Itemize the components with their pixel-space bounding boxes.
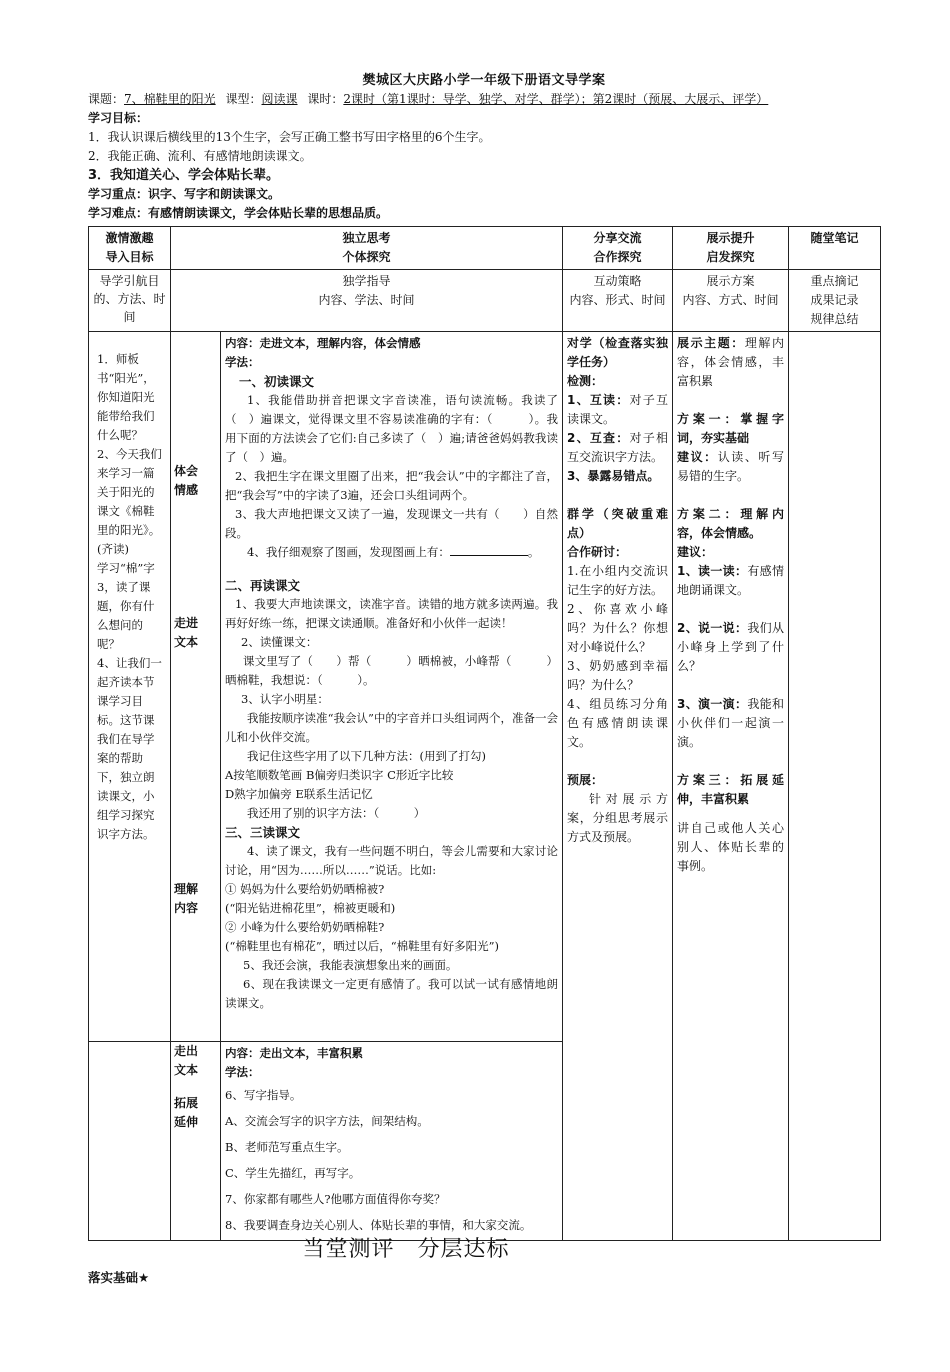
assessment-subtitle: 落实基础★ xyxy=(88,1270,150,1285)
table-subheader-row xyxy=(89,270,881,332)
presentation-cell: 展示主题：理解内容，体会情感，丰富积累 方案一：掌握字词，夯实基础 建议：认读、听写易错的生字。 方案二：理解内容，体会情感。 建议： 1、读一读：有感情地朗诵课文。 2、说一说：我们从小峰身上学到了什么？ 3、演一演：我能和小伙伴们一起演一演。 方案三：拓展延伸，丰富积累 讲自己或他人关心别人、体贴长辈的事例。 xyxy=(673,332,789,1241)
table-header-row xyxy=(89,227,881,270)
table-row-main xyxy=(89,332,881,1042)
lesson-plan-table xyxy=(88,226,881,1241)
subheader-cell: 展示方案 内容、方式、时间 xyxy=(673,270,789,332)
header-cell: 展示提升 启发探究 xyxy=(673,227,789,270)
goal-item: 3．我知道关心、学会体贴长辈。 xyxy=(88,168,280,183)
answer-blank[interactable] xyxy=(450,543,528,556)
key-points: 学习重点：识字、写字和朗读课文。 xyxy=(88,187,281,201)
stage-cell xyxy=(171,1042,221,1241)
header-cell: 分享交流 合作探究 xyxy=(563,227,673,270)
header-cell: 随堂笔记 xyxy=(789,227,881,270)
stage-cell xyxy=(171,332,221,1042)
stage-label: 拓展 延伸 xyxy=(174,1096,199,1129)
lesson-hours: 2课时（第1课时：导学、独学、对学、群学）；第2课时（预展、大展示、评学） xyxy=(343,92,769,106)
lesson-meta: 课题：7、棉鞋里的阳光 课型：阅读课 课时：2课时（第1课时：导学、独学、对学、群学）；第2课时（预展、大展示、评学） xyxy=(88,92,769,106)
goal-item: 2．我能正确、流利、有感情地朗读课文。 xyxy=(88,149,312,163)
goal-item: 1．我认识课后横线里的13个生字，会写正确工整书写田字格里的6个生字。 xyxy=(88,130,491,144)
notes-cell[interactable] xyxy=(789,332,881,1241)
stage-label: 体会 情感 xyxy=(174,464,199,497)
document-title: 樊城区大庆路小学一年级下册语文导学案 xyxy=(362,73,606,88)
subheader-cell: 重点摘记 成果记录 规律总结 xyxy=(789,270,881,332)
intro-cell: 1．师板书“阳光”，你知道阳光能带给我们什么呢？ 2、今天我们来学习一篇关于阳光的课文《棉鞋里的阳光》。(齐读) 学习“棉”字 3，读了课题，你有什么想问的呢？ 4、让我们一起齐读本节课学习目标。这节课我们在导学案的帮助下，独立朗读课文，小组学习探究识字方法。 xyxy=(89,332,171,1042)
lesson-type: 阅读课 xyxy=(261,92,298,106)
goals-heading: 学习目标： xyxy=(88,111,149,125)
stage-label: 走进 文本 xyxy=(174,616,199,649)
subheader-cell: 独学指导 内容、学法、时间 xyxy=(171,270,563,332)
stage-label: 走出 文本 xyxy=(174,1044,199,1077)
header-cell: 激情激趣 导入目标 xyxy=(89,227,171,270)
extension-cell: 内容：走出文本，丰富积累 学法： 6、写字指导。 A、交流会写字的识字方法，间架结构。 B、老师范写重点生字。 C、学生先描红，再写字。 7、你家都有哪些人?他哪方面值得你夸奖？ 8、我要调查身边关心别人、体贴长辈的事情，和大家交流。 xyxy=(221,1042,563,1241)
page-header xyxy=(88,72,880,223)
header-cell: 独立思考 个体探究 xyxy=(171,227,563,270)
assessment-title: 当堂测评 分层达标 xyxy=(302,1237,510,1262)
subheader-cell: 互动策略 内容、形式、时间 xyxy=(563,270,673,332)
intro-cell-empty xyxy=(89,1042,171,1241)
stage-label: 理解 内容 xyxy=(174,882,199,915)
subheader-cell: 导学引航目的、方法、时间 xyxy=(89,270,171,332)
difficulties: 学习难点：有感情朗读课文，学会体贴长辈的思想品质。 xyxy=(88,206,389,220)
self-study-cell: 内容：走进文本，理解内容，体会情感 学法： 一、初读课文 1、我能借助拼音把课文字音读准，语句读流畅。我读了（ ）遍课文，觉得课文里不容易读准确的字有：（ ）。我用下面的方法读会了它们:自己多读了（ ）遍;请爸爸妈妈教我读了（ ）遍。 2、我把生字在课文里圈了出来，把“我会认”中的字都注了音，把“我会写”中的字读了3遍，还会口头组词两个。 3、我大声地把课文又读了一遍，发现课文一共有（ ）自然段。 4、我仔细观察了图画，发现图画上有： 。 二、再读课文 1、我要大声地读课文，读准字音。读错的地方就多读两遍。我再好好练一练，把课文读通顺。准备好和小伙伴一起读！ 2、读懂课文： 课文里写了（ ）帮（ ）晒棉被，小峰帮（ ）晒棉鞋，我想说：（ ）。 3、认字小明星： 我能按顺序读准“我会认”中的字音并口头组词两个，准备一会儿和小伙伴交流。 我记住这些字用了以下几种方法：(用到了打勾) A按笔顺数笔画 B偏旁归类识字 C形近字比较 D熟字加偏旁 E联系生活记忆 我还用了别的识字方法：（ ） 三、三读课文 4、读了课文，我有一些问题不明白，等会儿需要和大家讨论讨论，用“因为……所以……”说话。比如: ① 妈妈为什么要给奶奶晒棉被? (“阳光钻进棉花里”，棉被更暖和) ② 小峰为什么要给奶奶晒棉鞋? (“棉鞋里也有棉花”，晒过以后，“棉鞋里有好多阳光”) 5、我还会演，我能表演想象出来的画面。 6、现在我读课文一定更有感情了。我可以试一试有感情地朗读课文。 xyxy=(221,332,563,1042)
group-study-cell: 对学（检查落实独学任务） 检测： 1、互读：对子互读课文。 2、互查：对子相互交流识字方法。 3、暴露易错点。 群学（突破重难点） 合作研讨： 1.在小组内交流识记生字的好方法。 2、你喜欢小峰吗？为什么？你想对小峰说什么？ 3、奶奶感到幸福吗？为什么？ 4、组员练习分角色有感情朗读课文。 预展： 针对展示方案，分组思考展示方式及预展。 xyxy=(563,332,673,1241)
lesson-topic: 7、棉鞋里的阳光 xyxy=(124,92,216,106)
